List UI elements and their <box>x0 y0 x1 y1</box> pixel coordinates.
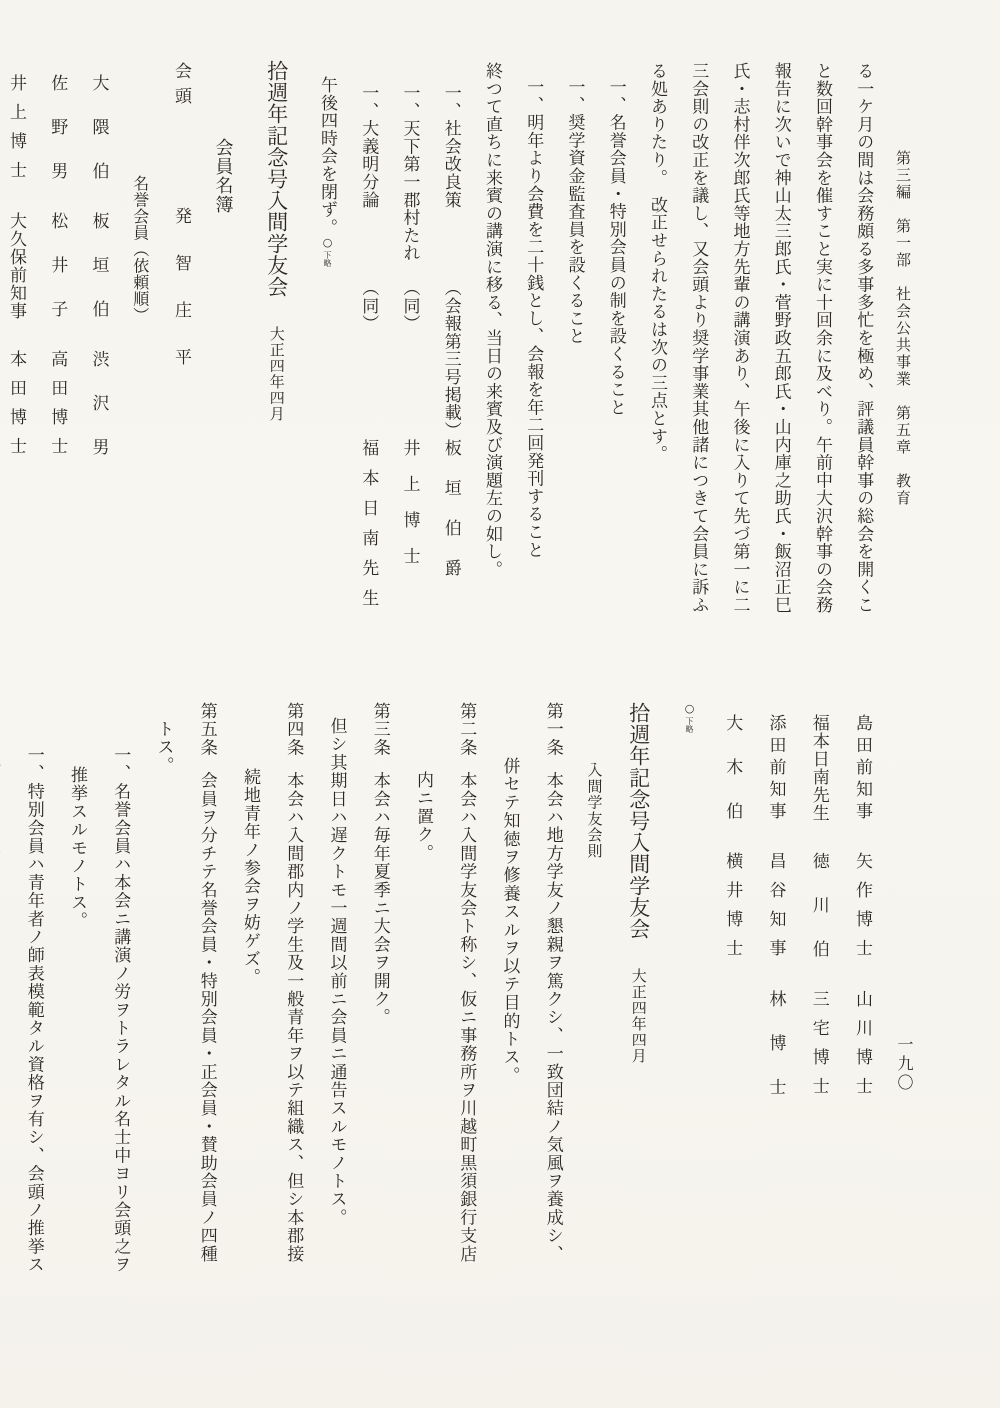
bylaw-line: 一、名誉会員ハ本会ニ講演ノ労ヲトラレタル名士中ヨリ会頭之ヲ <box>110 746 131 1274</box>
chairman-label: 会頭 <box>171 62 191 112</box>
member-name: 板垣伯 <box>88 212 109 344</box>
body-line-transition: 終つて直ちに来賓の講演に移る、当日の来賓及び演題左の如し。 <box>482 62 502 579</box>
member-name: 井上博士 <box>6 74 26 190</box>
omission-mark-column <box>678 700 699 1340</box>
roster-heading: 会員名簿 <box>212 138 234 214</box>
article-number: 第四条 <box>283 702 304 757</box>
member-names-column <box>764 700 785 1340</box>
lecture-title: 一、天下第一郡村たれ <box>399 84 420 262</box>
agenda-item: 一、明年より会費を二十銭とし、会報を年二回発刊すること <box>523 78 544 559</box>
article-continuation: 続地青年ノ参会ヲ妨ゲズ。 <box>240 768 260 987</box>
lecture-item <box>440 58 461 668</box>
section-title-column <box>626 700 652 1340</box>
member-name: 山川博士 <box>852 990 872 1106</box>
lower-text-block <box>0 700 872 1340</box>
running-head-text: 第三編 第一部 社会公共事業 第五章 教育 <box>894 150 912 507</box>
article-line: 第四条本会ハ入間郡内ノ学生及一般青年ヲ以テ組織ス、但シ本郡接 <box>283 702 304 1264</box>
rules-heading: 入間学友会則 <box>585 762 604 860</box>
member-name: 昌谷知事 <box>765 852 786 968</box>
body-line: と数回幹事会を催すこと実に十回余に及べり。午前中大沢幹事の会務 <box>812 62 832 614</box>
section-title-column <box>264 58 290 668</box>
article-number: 第二条 <box>456 702 477 757</box>
member-names-column <box>851 700 872 1340</box>
bylaw-continuation <box>0 700 1 1340</box>
agenda-item: 一、名誉会員・特別会員の制を設くること <box>605 78 626 417</box>
lecture-note: （同） <box>358 279 379 333</box>
article-line: 第二条本会ハ入間学友会ト称シ、仮ニ事務所ヲ川越町黒須銀行支店 <box>456 702 477 1264</box>
member-name: 大木伯 <box>722 714 743 846</box>
body-line: 報告に次いで神山太三郎氏・菅野政五郎氏・山内庫之助氏・飯沼正巳 <box>770 62 791 614</box>
member-name: 佐野男 <box>47 74 68 206</box>
honorary-names-column <box>87 58 108 668</box>
section-date: 大正四年四月 <box>267 325 286 422</box>
article-continuation: 併セテ知徳ヲ修養スルヲ以テ目的トス。 <box>499 757 520 1085</box>
lecture-note: （会報第三号掲載） <box>440 279 461 440</box>
member-name: 松井子 <box>47 212 68 344</box>
member-name: 添田前知事 <box>765 714 786 824</box>
member-name: 渋沢男 <box>88 350 109 482</box>
member-name: 矢作博士 <box>852 852 872 968</box>
chairman-name: 発智庄平 <box>171 207 191 395</box>
lecture-item <box>357 58 378 668</box>
body-line: 三会則の改正を議し、又会頭より奨学事業其他諸につきて会員に訴ふ <box>688 62 709 614</box>
member-name: 大久保前知事 <box>6 212 26 320</box>
running-head <box>893 58 912 668</box>
lecture-note: （同） <box>399 279 420 333</box>
article-line: 第一条本会ハ地方学友ノ懇親ヲ篤クシ、一致団結ノ気風ヲ養成シ、 <box>542 702 563 1264</box>
article-proviso: 但シ其期日ハ遅クトモ一週間以前ニ会員ニ通告スルモノトス。 <box>326 717 347 1227</box>
member-name: 大隈伯 <box>88 74 109 206</box>
member-names-column <box>721 700 742 1340</box>
body-line-closing: る処ありたり。 改正せられたるは次の三点とす。 <box>647 62 667 463</box>
member-name: 徳川伯 <box>808 852 829 984</box>
member-name: 高田博士 <box>47 350 68 466</box>
member-name: 福本日南先生 <box>808 714 829 822</box>
member-name: 三宅博士 <box>808 990 829 1106</box>
article-number: 第三条 <box>369 702 390 757</box>
honorary-heading: 名誉会員（依頼順） <box>130 175 150 324</box>
member-name: 島田前知事 <box>852 714 872 824</box>
lecture-speaker: 福本日南先生 <box>358 439 379 619</box>
article-number: 第五条 <box>196 702 217 757</box>
honorary-names-column <box>46 58 67 668</box>
body-line: る一ケ月の間は会務頗る多事多忙を極め、評議員幹事の総会を開くこ <box>853 62 874 614</box>
article-line: 第三条本会ハ毎年夏季ニ大会ヲ開ク。 <box>369 702 390 1027</box>
lecture-speaker: 板垣伯爵 <box>440 439 461 599</box>
member-name: 本田博士 <box>6 350 26 466</box>
article-continuation: トス。 <box>153 720 174 775</box>
section-title: 拾週年記念号入間学友会 <box>264 60 289 298</box>
member-name: 林博士 <box>765 990 786 1122</box>
lecture-title: 一、社会改良策 <box>440 84 461 209</box>
bylaw-line: 一、特別会員ハ青年者ノ師表模範タル資格ヲ有シ、会頭ノ推挙ス <box>23 746 44 1274</box>
bylaw-continuation: 推挙スルモノトス。 <box>67 766 87 930</box>
omission-mark: ○下略 <box>683 702 696 734</box>
section-date: 大正四年四月 <box>629 967 648 1064</box>
agenda-item: 一、奨学資金監査員を設くること <box>564 78 585 345</box>
omission-mark: ○下略 <box>321 236 334 268</box>
article-continuation: 内ニ置ク。 <box>413 771 433 862</box>
article-number: 第一条 <box>542 702 563 757</box>
lecture-item <box>398 58 419 668</box>
section-title: 拾週年記念号入間学友会 <box>626 702 651 940</box>
lecture-title: 一、大義明分論 <box>358 84 379 209</box>
article-line: 第五条会員ヲ分チテ名誉会員・特別会員・正会員・賛助会員ノ四種 <box>196 702 217 1264</box>
upper-text-block <box>0 58 912 668</box>
lecture-speaker: 井上博士 <box>399 439 420 583</box>
body-line: 氏・志村伴次郎氏等地方先輩の講演あり、午後に入りて先づ第一に二 <box>729 62 750 614</box>
member-names-column <box>808 700 829 1340</box>
chairman-line <box>170 58 191 668</box>
member-name: 横井博士 <box>722 852 743 968</box>
honorary-names-column <box>5 58 26 668</box>
body-line-adjourn: 午後四時会を閉ず。○下略 <box>317 76 337 268</box>
page-number: 一九〇 <box>895 1036 914 1093</box>
